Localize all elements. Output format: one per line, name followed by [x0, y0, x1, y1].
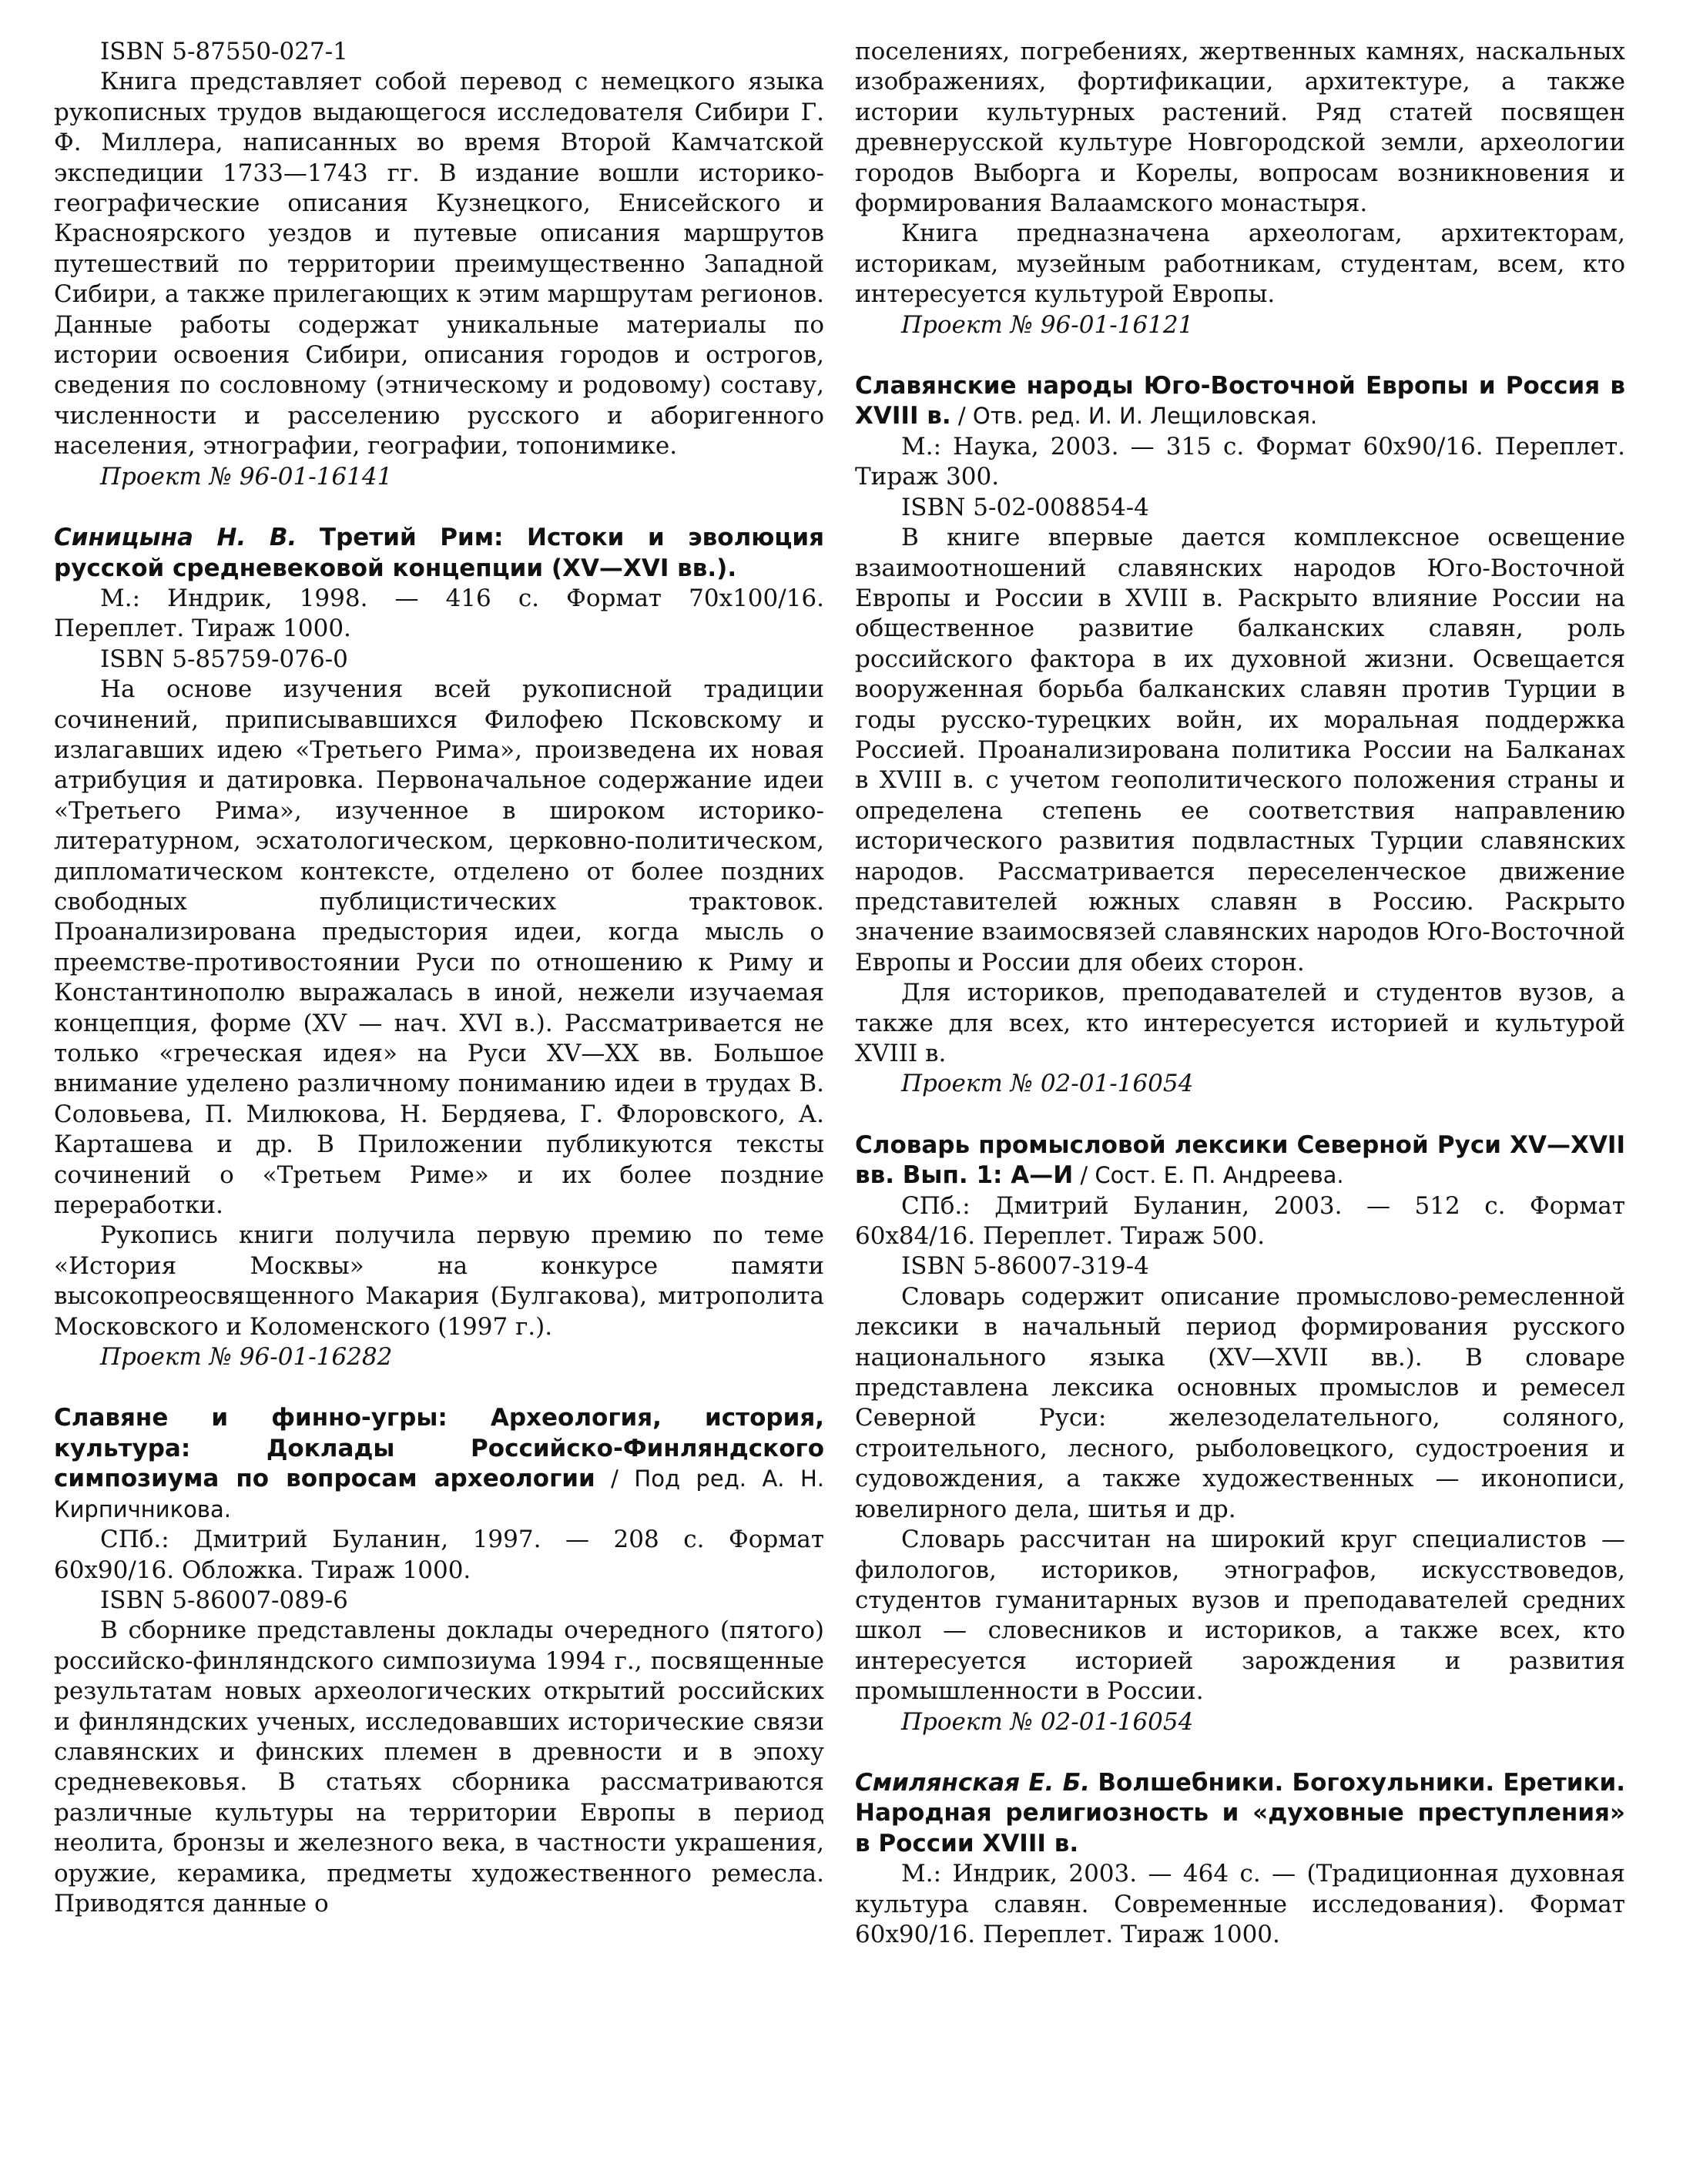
annotation: Книга представляет собой перевод с немецкого языка рукописных трудов выдающегося исследователя Сибири Г. Ф. Миллера, написанных во время Второй Камчатской экспедиции 1733—1743 гг. В издание вошли историко-географические описания Кузнецкого, Енисейского и Красноярского уездов и путевые описания маршрутов путешествий по территории преимущественно Западной Сибири, а также прилегающих к этим маршрутам регионов. Данные работы содержат уникальные материалы по истории освоения Сибири, описания городов и острогов, сведения по сословному (этническому и родовому) составу, численности и расселению русского и аборигенного населения, этнографии, географии, топонимике.: [54, 68, 824, 461]
author: Смилянская Е. Б.: [855, 1768, 1090, 1797]
project-number: Проект № 96-01-16282: [100, 1343, 393, 1372]
annotation: Словарь рассчитан на широкий круг специалистов — филологов, историков, этнографов, искусствоведов, студентов гуманитарных вузов и преподавателей средних школ — словесников и историков, а также всех, кто интересуется историей зарождения и развития промышленности в России.: [855, 1526, 1625, 1706]
imprint: М.: Наука, 2003. — 315 с. Формат 60x90/16. Переплет. Тираж 300.: [855, 432, 1625, 491]
project-number: Проект № 96-01-16141: [100, 462, 393, 491]
responsibility: / Отв. ред. И. И. Лещиловская.: [950, 403, 1318, 430]
entry-dictionary: [855, 1131, 1625, 1737]
right-column: [855, 37, 1625, 1950]
annotation: Книга предназначена археологам, архитекторам, историкам, музейным работникам, студентам, всем, кто интересуется культурой Европы.: [855, 219, 1625, 309]
imprint: М.: Индрик, 1998. — 416 с. Формат 70x100/16. Переплет. Тираж 1000.: [54, 584, 824, 643]
entry-slavic-peoples: [855, 371, 1625, 1100]
book-title: Волшебники. Богохульники. Еретики. Народная религиозность и «духовные преступления» в России XVIII в.: [855, 1768, 1625, 1857]
project-number: Проект № 02-01-16054: [901, 1070, 1194, 1098]
entry-continued-miller: [54, 37, 824, 492]
entry-heading: [855, 371, 1625, 432]
isbn: ISBN 5-87550-027-1: [100, 38, 348, 65]
entry-slavs-finno-ugrians: [54, 1403, 824, 1919]
isbn: ISBN 5-02-008854-4: [901, 493, 1149, 521]
annotation: На основе изучения всей рукописной традиции сочинений, приписывавшихся Филофею Псковскому и излагавших идею «Третьего Рима», произведена их новая атрибуция и датировка. Первоначальное содержание идеи «Третьего Рима», изученное в широком историко-литературном, эсхатологическом, церковно-политическом, дипломатическом контексте, отделено от более поздних свободных публицистических трактовок. Проанализирована предыстория идеи, когда мысль о преемстве-противостоянии Руси по отношению к Риму и Константинополю выражалась в иной, нежели изучаемая концепция, форме (XV — нач. XVI в.). Рассматривается не только «греческая идея» на Руси XV—XX вв. Большое внимание уделено различному пониманию идеи в трудах В. Соловьева, П. Милюкова, Н. Бердяева, Г. Флоровского, А. Карташева и др. В Приложении публикуются тексты сочинений о «Третьем Риме» и их более поздние переработки.: [54, 675, 824, 1220]
entry-heading: [855, 1131, 1625, 1191]
book-title: Третий Рим: Истоки и эволюция русской средневековой концепции (XV—XVI вв.).: [54, 524, 825, 582]
isbn: ISBN 5-86007-089-6: [100, 1586, 348, 1614]
responsibility: / Сост. Е. П. Андреева.: [1073, 1162, 1344, 1189]
book-title: Славянские народы Юго-Восточной Европы и Россия в XVIII в.: [855, 372, 1625, 430]
entry-heading: [855, 1768, 1625, 1859]
annotation: Рукопись книги получила первую премию по теме «История Москвы» на конкурсе памяти высокопреосвященного Макария (Булгакова), митрополита Московского и Коломенского (1997 г.).: [54, 1221, 824, 1341]
entry-smilyanskaya: [855, 1768, 1625, 1950]
isbn: ISBN 5-86007-319-4: [901, 1252, 1149, 1281]
annotation: В книге впервые дается комплексное освещение взаимоотношений славянских народов Юго-Восточной Европы и России в XVIII в. Раскрыто влияние России на общественное развитие балканских славян, роль российского фактора в их духовной жизни. Освещается вооруженная борьба балканских славян против Турции в годы русско-турецких войн, их моральная поддержка Россией. Проанализирована политика России на Балканах в XVIII в. с учетом геополитического положения страны и определена степень ее соответствия направлению исторического развития подвластных Турции славянских народов. Рассматривается переселенческое движение представителей южных славян в Россию. Раскрыто значение взаимосвязей славянских народов Юго-Восточной Европы и России для обеих сторон.: [855, 524, 1625, 976]
isbn: ISBN 5-85759-076-0: [100, 645, 348, 673]
project-number: Проект № 02-01-16054: [901, 1707, 1194, 1736]
project-number: Проект № 96-01-16121: [901, 310, 1194, 339]
imprint: М.: Индрик, 2003. — 464 с. — (Традиционная духовная культура славян. Современные исследования). Формат 60x90/16. Переплет. Тираж 1000.: [855, 1860, 1625, 1948]
responsibility: / Под ред. А. Н. Кирпичникова.: [54, 1465, 825, 1522]
annotation: В сборнике представлены доклады очередного (пятого) российско-финляндского симпозиума 1994 г., посвященные результатам новых археологических открытий российских и финляндских ученых, исследовавших исторические связи славянских и финских племен в древности и в эпоху средневековья. В статьях сборника рассматриваются различные культуры на территории Европы в период неолита, бронзы и железного века, в частности украшения, оружие, керамика, предметы художественного ремесла. Приводятся данные о: [54, 1616, 824, 1918]
entry-heading: [54, 523, 824, 584]
imprint: СПб.: Дмитрий Буланин, 2003. — 512 с. Формат 60x84/16. Переплет. Тираж 500.: [855, 1191, 1625, 1251]
imprint: СПб.: Дмитрий Буланин, 1997. — 208 с. Формат 60x90/16. Обложка. Тираж 1000.: [54, 1526, 824, 1584]
entry-heading: [54, 1403, 824, 1525]
book-title: Славяне и финно-угры: Археология, история, культура: Доклады Российско-Финляндского симпозиума по вопросам археологии: [54, 1404, 824, 1493]
author: Синицына Н. В.: [54, 524, 297, 552]
annotation: Для историков, преподавателей и студентов вузов, а также для всех, кто интересуется историей и культурой XVIII в.: [855, 979, 1625, 1067]
book-title: Словарь промысловой лексики Северной Руси XV—XVII вв. Вып. 1: А—И: [855, 1131, 1625, 1190]
entry-sinitsyna: [54, 523, 824, 1372]
annotation-continued: поселениях, погребениях, жертвенных камнях, наскальных изображениях, фортификации, архитектуре, а также истории культурных растений. Ряд статей посвящен древнерусской культуре Новгородской земли, археологии городов Выборга и Корелы, вопросам возникновения и формирования Валаамского монастыря.: [855, 38, 1625, 218]
annotation: Словарь содержит описание промыслово-ремесленной лексики в начальный период формирования русского национального языка (XV—XVII вв.). В словаре представлена лексика основных промыслов и ремесел Северной Руси: железоделательного, соляного, строительного, лесного, рыболовецкого, судостроения и судовождения, а также художественных — иконописи, ювелирного дела, шитья и др.: [855, 1282, 1625, 1523]
entry-continued-slavs: [855, 37, 1625, 340]
left-column: [54, 37, 824, 1919]
